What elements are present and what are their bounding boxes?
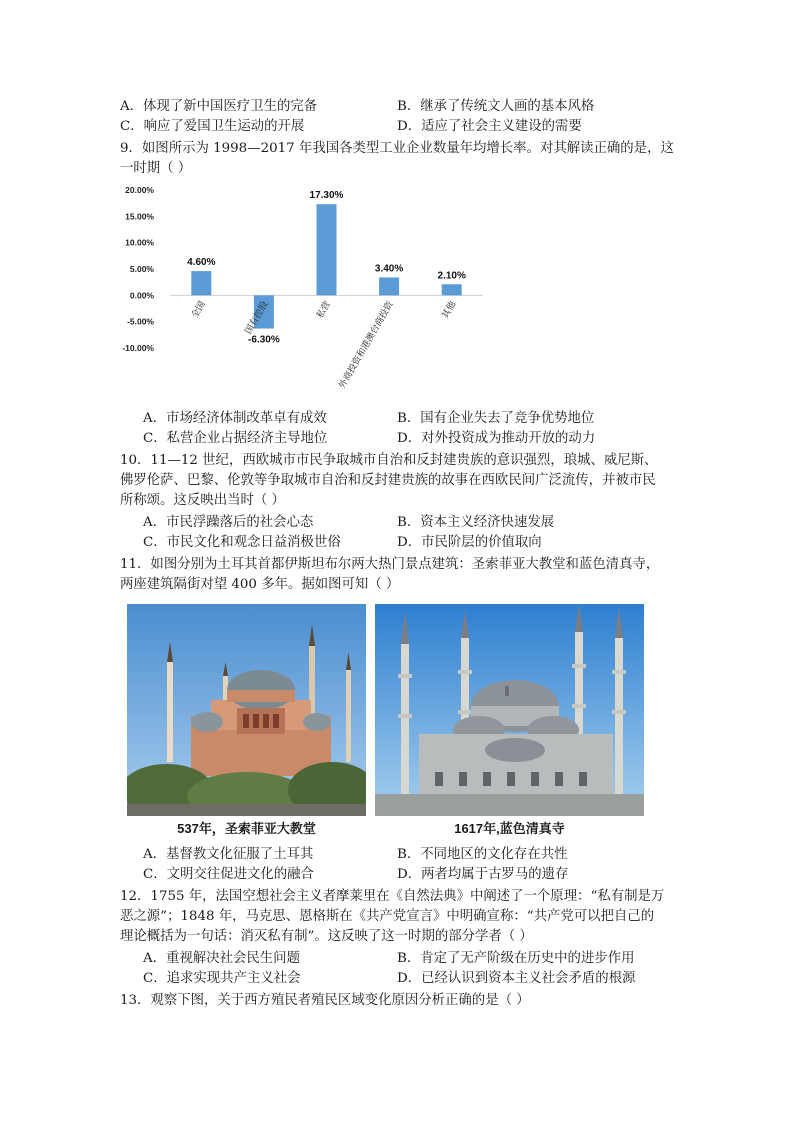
bar-value-label: 4.60%: [187, 257, 216, 269]
bar-4: [442, 284, 462, 295]
bar-2: [317, 204, 337, 295]
q12-stem-line-3: 理论概括为一句话：消灭私有制”。这反映了这一时期的部分学者（ ）: [120, 929, 533, 944]
q10-option-b: B．资本主义经济快速发展: [397, 515, 555, 530]
q12-option-b: B．肯定了无产阶级在历史中的进步作用: [397, 951, 635, 966]
q11-option-c: C．文明交往促进文化的融合: [143, 867, 314, 882]
y-tick-label: 0.00%: [129, 290, 154, 301]
q9-stem-line-1: 9．如图所示为 1998—2017 年我国各类型工业企业数量年均增长率。对其解读正确的是，这: [120, 141, 674, 156]
category-label: 全国: [189, 299, 208, 320]
y-tick-label: 15.00%: [125, 211, 154, 222]
hagia-sophia-caption: 537年，圣索菲亚大教堂: [177, 821, 316, 836]
q9-option-a: A．市场经济体制改革卓有成效: [143, 411, 327, 426]
q9-option-c: C．私营企业占据经济主导地位: [143, 431, 328, 446]
bar-value-label: -6.30%: [248, 334, 280, 346]
category-label: 国有控股: [242, 299, 270, 336]
q11-option-a: A．基督教文化征服了土耳其: [143, 847, 314, 862]
q8-option-b: B．继承了传统文人画的基本风格: [397, 99, 595, 114]
growth-rate-bar-chart: [118, 180, 498, 400]
bar-0: [191, 271, 211, 295]
bar-3: [379, 277, 399, 295]
category-label: 私营: [314, 299, 333, 320]
q11-option-d: D．两者均属于古罗马的遗存: [397, 867, 569, 882]
y-tick-label: 20.00%: [125, 185, 154, 195]
bar-value-label: 17.30%: [309, 190, 344, 202]
q13-stem-line-1: 13．观察下图，关于西方殖民者殖民区域变化原因分析正确的是（ ）: [120, 993, 530, 1008]
q12-option-d: D．已经认识到资本主义社会矛盾的根源: [397, 971, 636, 986]
y-tick-label: -5.00%: [127, 316, 154, 327]
q10-option-a: A．市民浮躁落后的社会心态: [143, 515, 314, 530]
q12-option-a: A．重视解决社会民生问题: [143, 951, 300, 966]
blue-mosque-photo: [375, 604, 644, 816]
category-labels: [188, 298, 457, 390]
y-axis-ticks: [122, 185, 154, 353]
y-tick-label: -10.00%: [122, 343, 154, 353]
q11-stem-line-2: 两座建筑隔街对望 400 多年。据如图可知（ ）: [120, 577, 400, 592]
q10-stem-line-2: 佛罗伦萨、巴黎、伦敦等争取城市自治和反封建贵族的故事在西欧民间广泛流传，并被市民: [120, 473, 656, 488]
q10-stem-line-3: 所称颂。这反映出当时（ ）: [120, 493, 285, 508]
q10-option-c: C．市民文化和观念日益消极世俗: [143, 535, 341, 550]
blue-mosque-caption: 1617年,蓝色清真寺: [454, 821, 565, 836]
y-tick-label: 10.00%: [125, 237, 154, 248]
q8-option-d: D．适应了社会主义建设的需要: [397, 119, 582, 134]
q11-option-b: B．不同地区的文化存在共性: [397, 847, 568, 862]
q12-option-c: C．追求实现共产主义社会: [143, 971, 301, 986]
q9-stem-line-2: 一时期（ ）: [120, 161, 192, 176]
q9-option-b: B．国有企业失去了竞争优势地位: [397, 411, 595, 426]
y-tick-label: 5.00%: [129, 264, 154, 274]
q10-stem-line-1: 10．11—12 世纪，西欧城市市民争取城市自治和反封建贵族的意识强烈，琅城、威尼斯、: [120, 453, 658, 468]
q8-option-a: A．体现了新中国医疗卫生的完备: [120, 99, 318, 114]
q12-stem-line-2: 恶之源”；1848 年，马克思、恩格斯在《共产党宣言》中明确宣称：“共产党可以把自己的: [120, 909, 655, 924]
q11-stem-line-1: 11．如图分别为土耳其首都伊斯坦布尔两大热门景点建筑：圣索菲亚大教堂和蓝色清真寺，: [120, 557, 660, 572]
q10-option-d: D．市民阶层的价值取向: [397, 535, 542, 550]
category-label: 其他: [439, 299, 458, 320]
q9-option-d: D．对外投资成为推动开放的动力: [397, 431, 596, 446]
bar-value-label: 2.10%: [437, 270, 466, 282]
bar-value-label: 3.40%: [374, 263, 404, 275]
hagia-sophia-photo: [127, 604, 366, 816]
category-label: 外商投资和港澳台商投资: [336, 299, 395, 391]
q8-option-c: C．响应了爱国卫生运动的开展: [120, 119, 305, 134]
q12-stem-line-1: 12．1755 年，法国空想社会主义者摩莱里在《自然法典》中阐述了一个原理：“私有制是万: [120, 889, 665, 904]
